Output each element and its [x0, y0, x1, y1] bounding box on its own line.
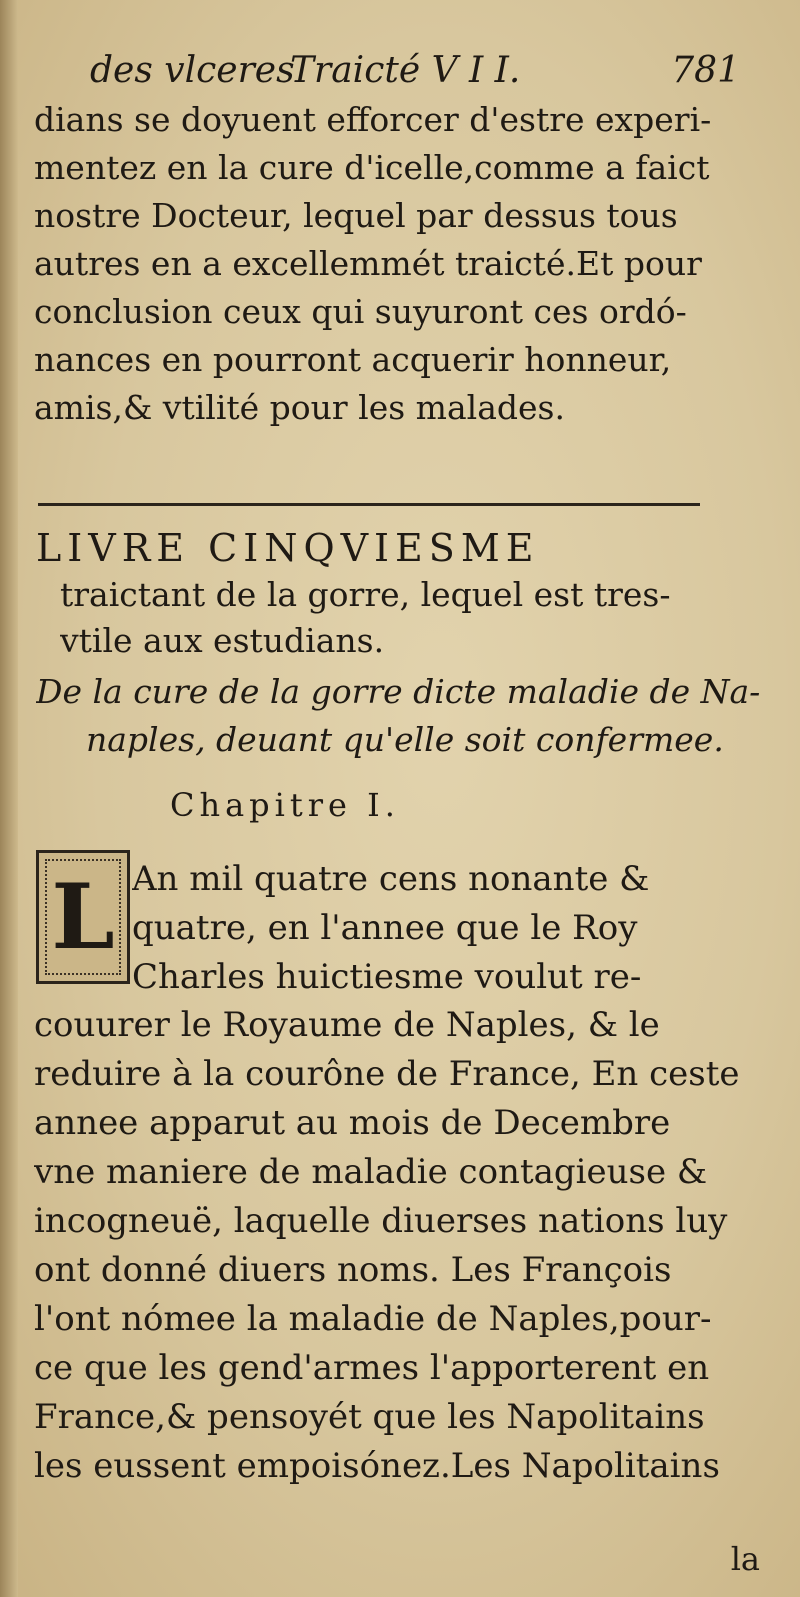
text-line: reduire à la courône de France, En ceste: [34, 1054, 740, 1094]
text-line: ce que les gend'armes l'apporterent en: [34, 1348, 710, 1388]
chapter-heading: Chapitre I.: [170, 786, 400, 824]
binding-gutter: [0, 0, 18, 1597]
text-line: France,& pensoyét que les Napolitains: [34, 1397, 705, 1437]
text-line: nances en pourront acquerir honneur,: [34, 340, 672, 379]
text-line: nostre Docteur, lequel par dessus tous: [34, 196, 678, 235]
section-title: [36, 668, 760, 764]
text-line: couurer le Royaume de Naples, & le: [34, 1005, 660, 1045]
text-line: quatre, en l'annee que le Roy: [132, 908, 638, 948]
running-header: [90, 50, 740, 100]
section-title-line: De la cure de la gorre dicte maladie de Na-: [36, 672, 761, 711]
text-line: An mil quatre cens nonante &: [132, 859, 650, 899]
section-rule: [38, 503, 700, 506]
text-line: l'ont nómee la maladie de Naples,pour-: [34, 1299, 712, 1339]
text-line: amis,& vtilité pour les malades.: [34, 388, 565, 427]
text-line: autres en a excellemmét traicté.Et pour: [34, 244, 702, 283]
initial-letter: L: [51, 864, 115, 970]
header-left: des vlceres: [90, 50, 295, 91]
text-line: conclusion ceux qui suyuront ces ordó-: [34, 292, 687, 331]
subtitle-line: vtile aux estudians.: [60, 621, 385, 660]
book-subtitle: [60, 572, 671, 664]
chapter-opening-lines: [132, 855, 760, 1002]
text-line: ont donné diuers noms. Les François: [34, 1250, 672, 1290]
intro-paragraph: [34, 96, 760, 432]
decorated-initial: [36, 850, 130, 984]
catchword: la: [730, 1540, 760, 1578]
section-title-line: naples, deuant qu'elle soit confermee.: [86, 720, 724, 759]
text-line: incogneuë, laquelle diuerses nations luy: [34, 1201, 728, 1241]
text-line: vne maniere de maladie contagieuse &: [34, 1152, 708, 1192]
initial-ornament: [45, 859, 121, 975]
chapter-paragraph: [34, 1001, 760, 1491]
text-line: dians se doyuent efforcer d'estre experi-: [34, 100, 712, 139]
book-title: LIVRE CINQVIESME: [36, 526, 540, 570]
text-line: annee apparut au mois de Decembre: [34, 1103, 671, 1143]
subtitle-line: traictant de la gorre, lequel est tres-: [60, 575, 671, 614]
text-line: les eussent empoisónez.Les Napolitains: [34, 1446, 720, 1486]
header-middle: Traicté V I I.: [290, 50, 521, 91]
text-line: Charles huictiesme voulut re-: [132, 957, 642, 997]
page-number: 781: [671, 50, 740, 91]
text-line: mentez en la cure d'icelle,comme a faict: [34, 148, 710, 187]
